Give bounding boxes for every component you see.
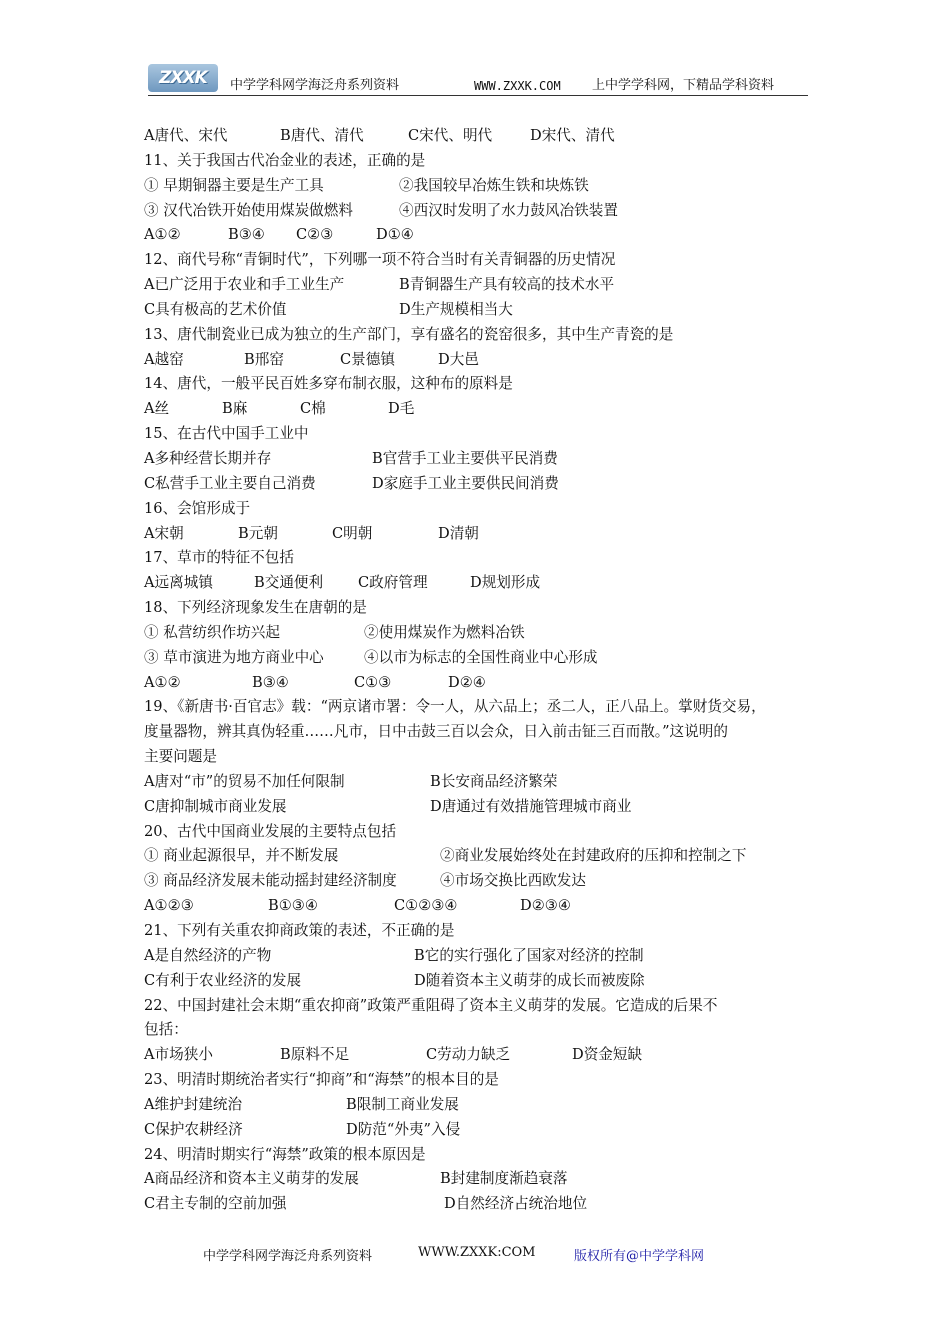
option-text: D大邑 [438,350,479,368]
option-text: B青铜器生产具有较高的技术水平 [399,276,615,294]
question-text: 12、商代号称“青铜时代”，下列哪一项不符合当时有关青铜器的历史情况 [144,251,616,269]
option-text: C保护农耕经济 [144,1120,243,1138]
text-line [144,795,834,820]
text-line [144,273,834,298]
text-line [144,1192,834,1217]
option-text: B原料不足 [280,1046,350,1064]
question-body [144,124,834,1217]
option-text: A多种经营长期并存 [144,449,272,467]
option-text: D①④ [376,226,414,244]
option-text: ②我国较早冶炼生铁和块炼铁 [399,176,589,194]
option-text: A市场狭小 [144,1046,213,1064]
option-text: B限制工商业发展 [346,1095,459,1113]
option-text: A已广泛用于农业和手工业生产 [144,276,345,294]
text-line [144,869,834,894]
text-line [144,348,834,373]
text-line [144,1167,834,1192]
question-text: 17、草市的特征不包括 [144,549,294,567]
option-text: A丝 [144,400,170,418]
option-text: C宋代、明代 [408,127,493,144]
option-text: B邢窑 [244,350,284,368]
text-line [144,1143,834,1168]
text-line [144,1118,834,1143]
text-line [144,397,834,422]
text-line [144,944,834,969]
question-text: 主要问题是 [144,748,217,766]
text-line [144,1043,834,1068]
text-line [144,969,834,994]
text-line [144,372,834,397]
question-text: 24、明清时期实行“海禁”政策的根本原因是 [144,1145,426,1163]
option-text: D唐通过有效措施管理城市商业 [430,797,632,815]
option-text: C①③ [354,673,392,691]
option-text: C棉 [300,400,326,418]
option-text: C有利于农业经济的发展 [144,971,302,989]
option-text: C具有极高的艺术价值 [144,300,287,318]
option-text: D生产规模相当大 [399,300,513,318]
question-text: 11、关于我国古代冶金业的表述，正确的是 [144,151,426,169]
option-text: A唐代、宋代 [144,127,228,144]
option-text: ③ 商品经济发展未能动摇封建经济制度 [144,872,397,890]
header-slogan: 上中学学科网，下精品学科资料 [592,78,775,93]
option-text: A①②③ [144,897,194,915]
question-text: 20、古代中国商业发展的主要特点包括 [144,822,397,840]
option-text: ②使用煤炭作为燃料冶铁 [364,623,525,641]
question-text: 21、下列有关重农抑商政策的表述，不正确的是 [144,922,455,939]
option-text: D随着资本主义萌芽的成长而被废除 [414,971,645,989]
text-line [144,671,834,696]
footer-series-title: 中学学科网学海泛舟系列资料 [203,1249,373,1264]
option-text: ① 商业起源很早，并不断发展 [144,847,339,865]
question-text: 19、《新唐书·百官志》载：“两京诸市署：令一人，从六品上；丞二人，正八品上。掌财货交易， [144,698,766,716]
option-text: D毛 [388,400,415,418]
text-line [144,1068,834,1093]
text-line [144,546,834,571]
page-header [148,62,808,98]
text-line [144,621,834,646]
question-text: 18、下列经济现象发生在唐朝的是 [144,599,367,617]
text-line [144,422,834,447]
option-text: B长安商品经济繁荣 [430,772,558,790]
text-line [144,1093,834,1118]
text-line [144,596,834,621]
question-text: 包括： [144,1021,188,1039]
option-text: A宋朝 [144,524,184,542]
option-text: C唐抑制城市商业发展 [144,797,287,815]
option-text: B它的实行强化了国家对经济的控制 [414,946,644,964]
text-line [144,149,834,174]
option-text: D自然经济占统治地位 [444,1195,588,1213]
option-text: A维护封建统治 [144,1095,243,1113]
text-line [144,695,834,720]
option-text: B③④ [252,673,289,691]
text-line [144,223,834,248]
text-line [144,646,834,671]
text-line [144,248,834,273]
footer-url[interactable]: WWW.ZXXK:COM [418,1245,536,1260]
option-text: ① 私营纺织作坊兴起 [144,623,280,641]
question-text: 22、中国封建社会末期“重农抑商”政策严重阻碍了资本主义萌芽的发展。它造成的后果不 [144,996,718,1014]
option-text: A远离城镇 [144,574,213,592]
header-series-title: 中学学科网学海泛舟系列资料 [230,78,400,93]
option-text: A是自然经济的产物 [144,946,272,964]
option-text: C明朝 [332,524,373,542]
text-line [144,199,834,224]
question-text: 度量器物，辨其真伪轻重……凡市，日中击鼓三百以会众，日入前击钲三百而散。”这说明的 [144,723,728,741]
zxxk-logo: ZXXK [148,64,218,92]
option-text: B③④ [228,226,265,244]
text-line [144,919,834,944]
text-line [144,994,834,1019]
option-text: B封建制度渐趋衰落 [440,1170,568,1188]
text-line [144,894,834,919]
header-divider [148,95,808,96]
text-line [144,522,834,547]
option-text: A越窑 [144,350,184,368]
option-text: B元朝 [238,524,278,542]
option-text: ① 早期铜器主要是生产工具 [144,176,324,194]
option-text: B唐代、清代 [280,127,364,144]
option-text: D宋代、清代 [530,127,615,144]
text-line [144,571,834,596]
option-text: D防范“外夷”入侵 [346,1120,461,1138]
option-text: ③ 汉代冶铁开始使用煤炭做燃料 [144,201,353,219]
text-line [144,323,834,348]
option-text: D家庭手工业主要供民间消费 [372,474,559,492]
option-text: A①② [144,673,181,691]
option-text: ④以市为标志的全国性商业中心形成 [364,648,598,666]
option-text: A①② [144,226,181,244]
option-text: ②商业发展始终处在封建政府的压抑和控制之下 [440,847,747,865]
question-text: 23、明清时期统治者实行“抑商”和“海禁”的根本目的是 [144,1071,499,1089]
option-text: ④市场交换比西欧发达 [440,872,586,890]
question-text: 13、唐代制瓷业已成为独立的生产部门，享有盛名的瓷窑很多，其中生产青瓷的是 [144,325,674,343]
option-text: C①②③④ [394,897,458,915]
option-text: D②④ [448,673,486,691]
option-text: B①③④ [268,897,318,915]
option-text: A唐对“市”的贸易不加任何限制 [144,772,345,790]
option-text: ③ 草市演进为地方商业中心 [144,648,324,666]
text-line [144,124,834,149]
text-line [144,1018,834,1043]
option-text: C私营手工业主要自己消费 [144,474,316,492]
text-line [144,472,834,497]
text-line [144,447,834,472]
question-text: 15、在古代中国手工业中 [144,425,309,443]
page-footer [0,1245,950,1269]
option-text: D清朝 [438,524,479,542]
text-line [144,497,834,522]
text-line [144,844,834,869]
header-url[interactable]: WWW.ZXXK.COM [474,79,561,93]
text-line [144,820,834,845]
footer-copyright: 版权所有@中学学科网 [574,1249,705,1264]
option-text: ④西汉时发明了水力鼓风冶铁装置 [399,201,618,219]
option-text: D②③④ [520,897,571,915]
text-line [144,298,834,323]
option-text: C劳动力缺乏 [426,1046,511,1064]
question-text: 16、会馆形成于 [144,499,251,517]
question-text: 14、唐代，一般平民百姓多穿布制衣服，这种布的原料是 [144,375,513,393]
option-text: C②③ [296,226,334,244]
text-line [144,745,834,770]
option-text: D规划形成 [470,574,541,592]
option-text: B麻 [222,400,248,418]
option-text: B交通便利 [254,574,324,592]
option-text: B官营手工业主要供平民消费 [372,449,558,467]
text-line [144,720,834,745]
text-line [144,770,834,795]
option-text: A商品经济和资本主义萌芽的发展 [144,1170,359,1188]
option-text: C景德镇 [340,350,395,368]
option-text: D资金短缺 [572,1046,643,1064]
option-text: C君主专制的空前加强 [144,1195,287,1213]
text-line [144,174,834,199]
option-text: C政府管理 [358,574,428,592]
